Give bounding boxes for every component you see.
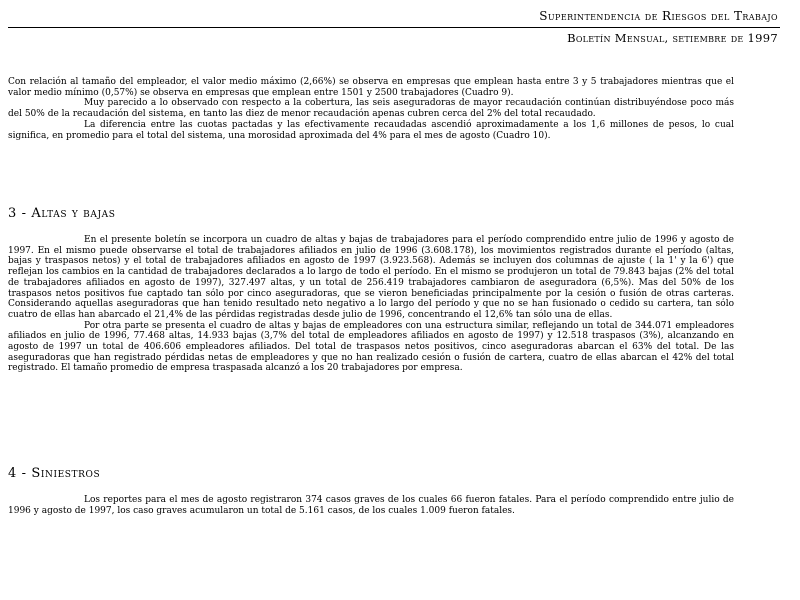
- section-4-paragraph-accidents: Los reportes para el mes de agosto registraron 374 casos graves de los cuales 66 fueron fatales. Para el período comprendido entre julio de 1996 y agosto de 1997, los caso graves acumularon un total de 5.161 casos, de los cuales 1.009 fueron fatales.: [8, 495, 734, 516]
- section-3-text: [8, 235, 734, 374]
- intro-paragraph-collection: Muy parecido a lo observado con respecto a la cobertura, las seis aseguradoras de mayor recaudación continúan distribuyéndose poco más del 50% de la recaudación del sistema, en tanto las diez de menor recaudación apenas cubren cerca del 2% del total recaudado.: [8, 98, 734, 120]
- header-title: Superintendencia de Riesgos del Trabajo: [539, 9, 778, 23]
- section-3-paragraph-employers: Por otra parte se presenta el cuadro de altas y bajas de empleadores con una estructura similar, reflejando un total de 344.071 empleadores afiliados en julio de 1996, 77.468 altas, 14.933 bajas (3,7% del total de empleadores afiliados en agosto de 1997) y 12.518 traspasos (3%), alcanzando en agosto de 1997 un total de 406.606 empleadores afiliados. Del total de traspasos netos positivos, cinco aseguradoras abarcan el 63% del total. De las aseguradoras que han registrado pérdidas netas de empleadores y que no han realizado cesión o fusión de cartera, cuatro de ellas abarcan el 42% del total registrado. El tamaño promedio de empresa traspasada alcanzó a los 20 trabajadores por empresa.: [8, 320, 734, 374]
- section-4-text: [8, 495, 734, 516]
- section-4-heading: 4 - Siniestros: [8, 466, 101, 481]
- header-rule: [8, 27, 780, 28]
- section-3-paragraph-workers: En el presente boletín se incorpora un cuadro de altas y bajas de trabajadores para el período comprendido entre julio de 1996 y agosto de 1997. En el mismo puede observarse el total de trabajadores afiliados en julio de 1996 (3.608.178), los movimientos registrados durante el período (altas, bajas y traspasos netos) y el total de trabajadores afiliados en agosto de 1997 (3.923.568). Además se incluyen dos columnas de ajuste ( la 1' y la 6') que reflejan los cambios en la cantidad de trabajadores declarados a lo largo de todo el período. En el mismo se produjeron un total de 79.843 bajas (2% del total de trabajadores afiliados en agosto de 1997), 327.497 altas, y un total de 256.419 trabajadores cambiaron de aseguradora (6,5%). Mas del 50% de los traspasos netos positivos fue captado tan sólo por cinco aseguradoras, que se vieron beneficiadas principalmente por la cesión o fusión de otras carteras. Considerando aquellas aseguradoras que han tenido resultado neto negativo a lo largo del período y que no se han fusionado o cedido su cartera, tan sólo cuatro de ellas han abarcado el 21,4% de las pérdidas registradas desde julio de 1996, concentrando el 12,6% tan sólo una de ellas.: [8, 235, 734, 320]
- section-3-heading: 3 - Altas y bajas: [8, 206, 116, 221]
- intro-paragraph-employer-size: Con relación al tamaño del empleador, el valor medio máximo (2,66%) se observa en empresas que emplean hasta entre 3 y 5 trabajadores mientras que el valor medio mínimo (0,57%) se observa en empresas que emplean entre 1501 y 2500 trabajadores (Cuadro 9).: [8, 77, 734, 98]
- intro-paragraph-arrears: La diferencia entre las cuotas pactadas y las efectivamente recaudadas ascendió aproximadamente a los 1,6 millones de pesos, lo cual significa, en promedio para el total del sistema, una morosidad aproximada del 4% para el mes de agosto (Cuadro 10).: [8, 119, 734, 141]
- intro-text: [8, 77, 734, 141]
- header-subtitle: Boletín Mensual, setiembre de 1997: [567, 31, 778, 45]
